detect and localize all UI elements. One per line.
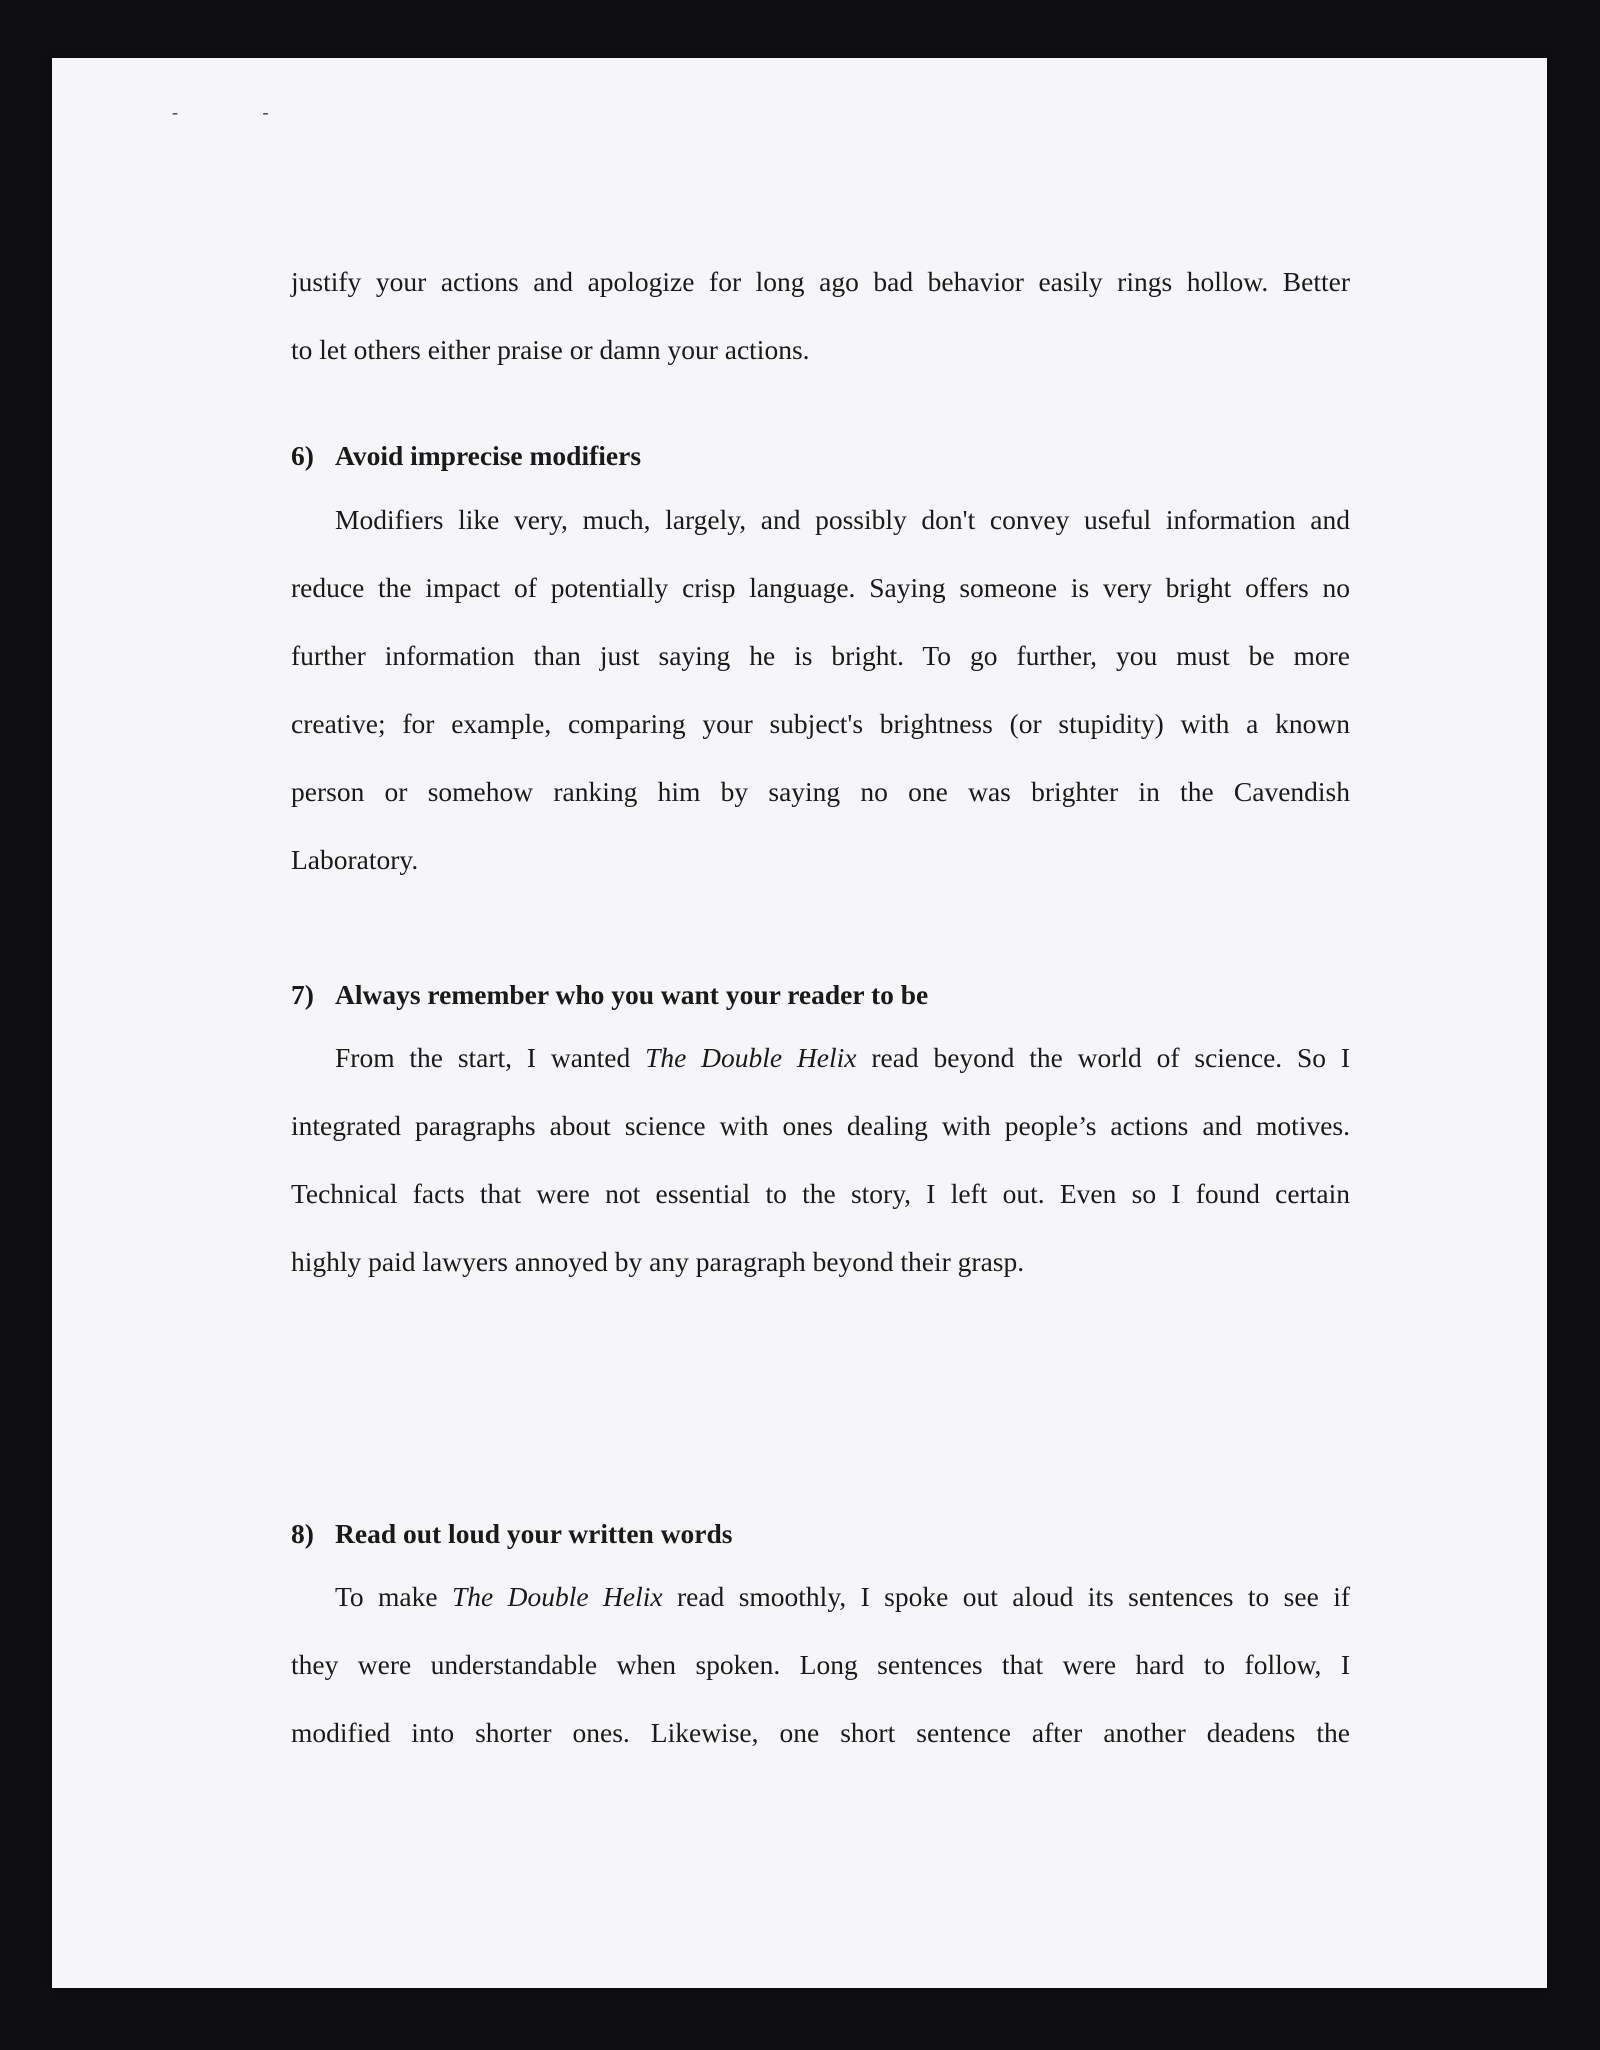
book-title: The Double Helix	[645, 1042, 857, 1073]
text-fragment: From the start, I wanted	[335, 1042, 646, 1073]
text-line: Modifiers like very, much, largely, and possibly don't convey useful information and	[335, 504, 1350, 535]
text-line: modified into shorter ones. Likewise, one short sentence after another deadens the	[291, 1717, 1350, 1748]
section-6-heading	[291, 436, 641, 476]
text-line: justify your actions and apologize for long ago bad behavior easily rings hollow. Better	[291, 266, 1350, 297]
intro-paragraph	[291, 248, 1350, 384]
book-title: The Double Helix	[452, 1581, 663, 1612]
text-line	[291, 1024, 1350, 1092]
section-title: Read out loud your written words	[335, 1518, 733, 1549]
text-line: Laboratory.	[291, 844, 419, 875]
section-title: Avoid imprecise modifiers	[335, 440, 642, 471]
section-number: 7)	[291, 979, 314, 1010]
section-7-paragraph	[291, 1024, 1350, 1296]
section-number: 8)	[291, 1518, 314, 1549]
text-line: Technical facts that were not essential to the story, I left out. Even so I found certain	[291, 1178, 1350, 1209]
text-line: integrated paragraphs about science with ones dealing with people’s actions and motives.	[291, 1110, 1350, 1141]
text-line: they were understandable when spoken. Long sentences that were hard to follow, I	[291, 1649, 1350, 1680]
section-6-paragraph	[291, 486, 1350, 894]
text-fragment: To make	[335, 1581, 452, 1612]
text-line: creative; for example, comparing your subject's brightness (or stupidity) with a known	[291, 708, 1350, 739]
text-fragment: read smoothly, I spoke out aloud its sentences to see if	[662, 1581, 1350, 1612]
section-8-heading	[291, 1514, 733, 1554]
text-line	[291, 1563, 1350, 1631]
section-7-heading	[291, 975, 928, 1015]
text-line: reduce the impact of potentially crisp language. Saying someone is very bright offers no	[291, 572, 1350, 603]
text-line: further information than just saying he is bright. To go further, you must be more	[291, 640, 1350, 671]
text-fragment: read beyond the world of science. So I	[856, 1042, 1350, 1073]
section-number: 6)	[291, 440, 314, 471]
text-line: highly paid lawyers annoyed by any paragraph beyond their grasp.	[291, 1246, 1025, 1277]
text-line: to let others either praise or damn your actions.	[291, 334, 810, 365]
text-line: person or somehow ranking him by saying no one was brighter in the Cavendish	[291, 776, 1350, 807]
section-title: Always remember who you want your reader to be	[335, 979, 929, 1010]
corner-marks: - -	[172, 102, 309, 122]
section-8-paragraph	[291, 1563, 1350, 1767]
document-page	[52, 58, 1547, 1988]
